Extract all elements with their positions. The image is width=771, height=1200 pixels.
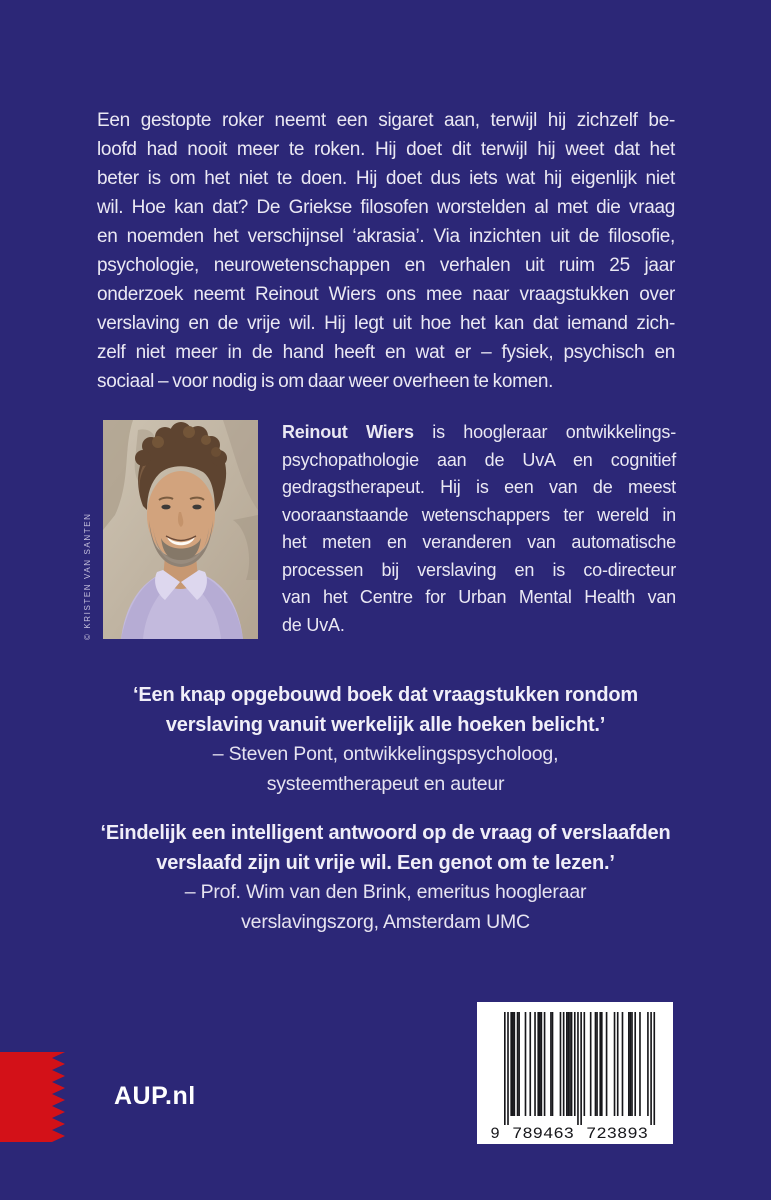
quote-attribution: – Prof. Wim van den Brink, emeritus hoogleraar: [184, 881, 587, 903]
blurb-line: en noemden het verschijnsel ‘akrasia’. Via inzichten uit de filosofie,: [97, 226, 675, 247]
blurb-line: sociaal – voor nodig is om daar weer overheen te komen.: [97, 371, 554, 392]
blurb-line: beter is om het niet te doen. Hij doet dus iets wat hij eigenlijk niet: [97, 168, 675, 189]
publisher-logo: AUP.nl: [114, 1082, 196, 1110]
author-name: Reinout Wiers: [282, 422, 414, 442]
photo-credit: © KRISTEN VAN SANTEN: [83, 512, 92, 640]
review-quote-1: [0, 681, 771, 799]
red-ribbon: [0, 1052, 65, 1142]
barcode: [477, 1002, 673, 1144]
blurb-line: wil. Hoe kan dat? De Griekse filosofen worstelden al met die vraag: [97, 197, 675, 218]
eye: [161, 505, 170, 510]
quote-attribution: – Steven Pont, ontwikkelingspsycholoog,: [212, 743, 559, 765]
back-cover-blurb: [97, 106, 675, 396]
isbn-digit: 9: [490, 1125, 500, 1143]
blurb-line: loofd had nooit meer te roken. Hij doet dit terwijl hij weet dat het: [97, 139, 675, 160]
blurb-line: zelf niet meer in de hand heeft en wat er – fysiek, psychisch en: [97, 342, 675, 363]
author-photo: [103, 420, 258, 639]
isbn-group-1: 789463: [512, 1125, 574, 1143]
blurb-line: Een gestopte roker neemt een sigaret aan, terwijl hij zichzelf be-: [97, 110, 675, 131]
quote-line: verslaving vanuit werkelijk alle hoeken belicht.’: [165, 713, 606, 736]
bio-line: Reinout Wiers is hoogleraar ontwikkelings-: [282, 422, 676, 442]
isbn-group-2: 723893: [586, 1125, 648, 1143]
bio-line: vooraanstaande wetenschappers ter wereld in: [282, 504, 676, 525]
blurb-line: verslaving en de vrije wil. Hij legt uit hoe het kan dat iemand zich-: [97, 313, 675, 334]
eye: [192, 505, 201, 510]
quote-attribution: verslavingszorg, Amsterdam UMC: [241, 910, 530, 933]
author-bio: [282, 419, 676, 639]
quote-attribution: systeemtherapeut en auteur: [266, 772, 505, 795]
blurb-line: psychologie, neurowetenschappen en verhalen uit ruim 25 jaar: [97, 255, 675, 276]
quote-line: verslaafd zijn uit vrije wil. Een genot om te lezen.’: [156, 851, 615, 874]
quote-line: ‘Een knap opgebouwd boek dat vraagstukken rondom: [133, 684, 638, 706]
bio-line: de UvA.: [282, 614, 345, 635]
review-quote-2: [0, 819, 771, 937]
bio-line: van het Centre for Urban Mental Health van: [282, 587, 676, 607]
blurb-line: onderzoek neemt Reinout Wiers ons mee naar vraagstukken over: [97, 284, 675, 305]
bio-line: gedragstherapeut. Hij is een van de meest: [282, 477, 676, 497]
bio-line: psychopathologie aan de UvA en cognitief: [282, 449, 676, 470]
bio-line: het meten en veranderen van automatische: [282, 532, 676, 552]
quote-line: ‘Eindelijk een intelligent antwoord op de vraag of verslaafden: [100, 822, 671, 844]
bio-line: processen bij verslaving en is co-directeur: [282, 559, 676, 580]
